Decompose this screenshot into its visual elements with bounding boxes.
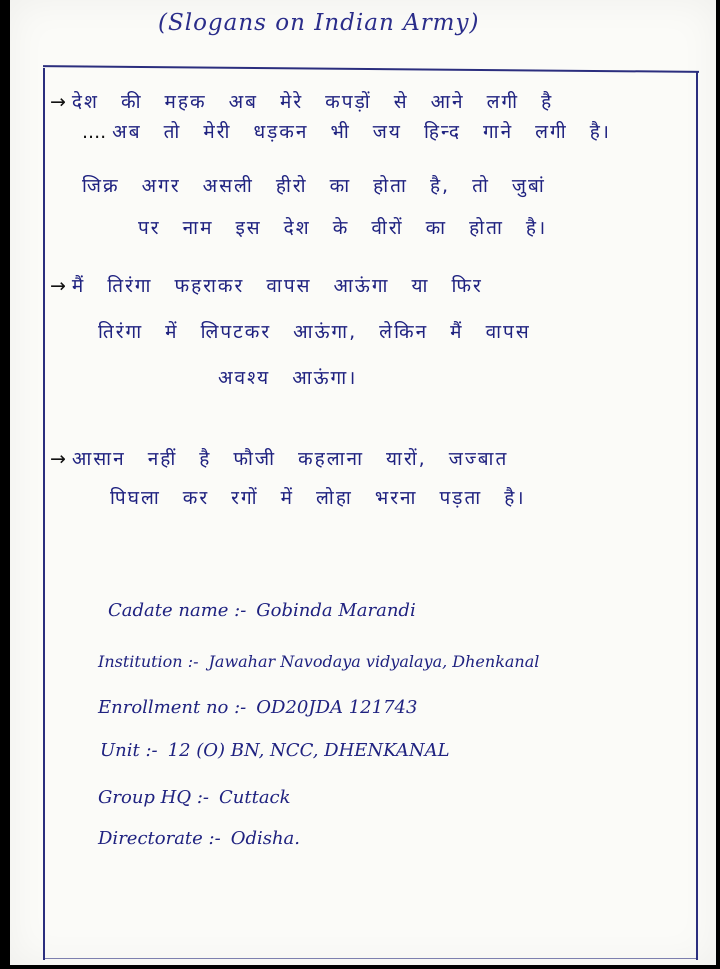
directorate-value: Odisha.	[230, 828, 301, 849]
unit-row	[100, 740, 450, 761]
slogan-2-line-1: जिक्र अगर असली हीरो का होता है, तो जुबां	[82, 175, 546, 197]
arrow-icon: →	[50, 448, 66, 470]
slogan-4-line-1: → आसान नहीं है फौजी कहलाना यारों, जज्बात	[50, 448, 509, 470]
directorate-row	[98, 828, 300, 849]
group-hq-label: Group HQ :-	[98, 787, 209, 808]
slogan-1-line-2: .... अब तो मेरी धड़कन भी जय हिन्द गाने लगी है।	[82, 121, 612, 143]
group-hq-row	[98, 787, 291, 808]
border-left	[43, 68, 45, 960]
border-right	[696, 72, 698, 960]
ellipsis-mark: ....	[82, 121, 107, 143]
institution-value: Jawahar Navodaya vidyalaya, Dhenkanal	[208, 652, 540, 671]
directorate-label: Directorate :-	[98, 828, 221, 849]
unit-label: Unit :-	[100, 740, 158, 761]
unit-value: 12 (O) BN, NCC, DHENKANAL	[167, 740, 450, 761]
cadet-name-row	[108, 600, 416, 621]
institution-row	[98, 652, 539, 671]
enrollment-value: OD20JDA 121743	[256, 697, 418, 718]
slogan-1-line-1: → देश की महक अब मेरे कपड़ों से आने लगी है	[50, 91, 554, 113]
arrow-icon: →	[50, 275, 66, 297]
border-bottom	[43, 958, 698, 959]
page-title: (Slogans on Indian Army)	[158, 10, 480, 36]
slogan-4-line-2: पिघला कर रगों में लोहा भरना पड़ता है।	[110, 487, 526, 509]
slogan-3-line-2: तिरंगा में लिपटकर आऊंगा, लेकिन मैं वापस	[98, 321, 531, 343]
slogan-3-line-1: → मैं तिरंगा फहराकर वापस आऊंगा या फिर	[50, 275, 483, 297]
cadet-name-value: Gobinda Marandi	[256, 600, 416, 621]
slogan-2-line-2: पर नाम इस देश के वीरों का होता है।	[138, 217, 548, 239]
arrow-icon: →	[50, 91, 66, 113]
border-top	[43, 65, 699, 73]
slogan-3-line-3: अवश्य आऊंगा।	[218, 367, 358, 389]
notebook-page	[10, 0, 716, 965]
institution-label: Institution :-	[98, 652, 199, 671]
cadet-name-label: Cadate name :-	[108, 600, 247, 621]
group-hq-value: Cuttack	[218, 787, 291, 808]
enrollment-label: Enrollment no :-	[98, 697, 247, 718]
enrollment-row	[98, 697, 417, 718]
